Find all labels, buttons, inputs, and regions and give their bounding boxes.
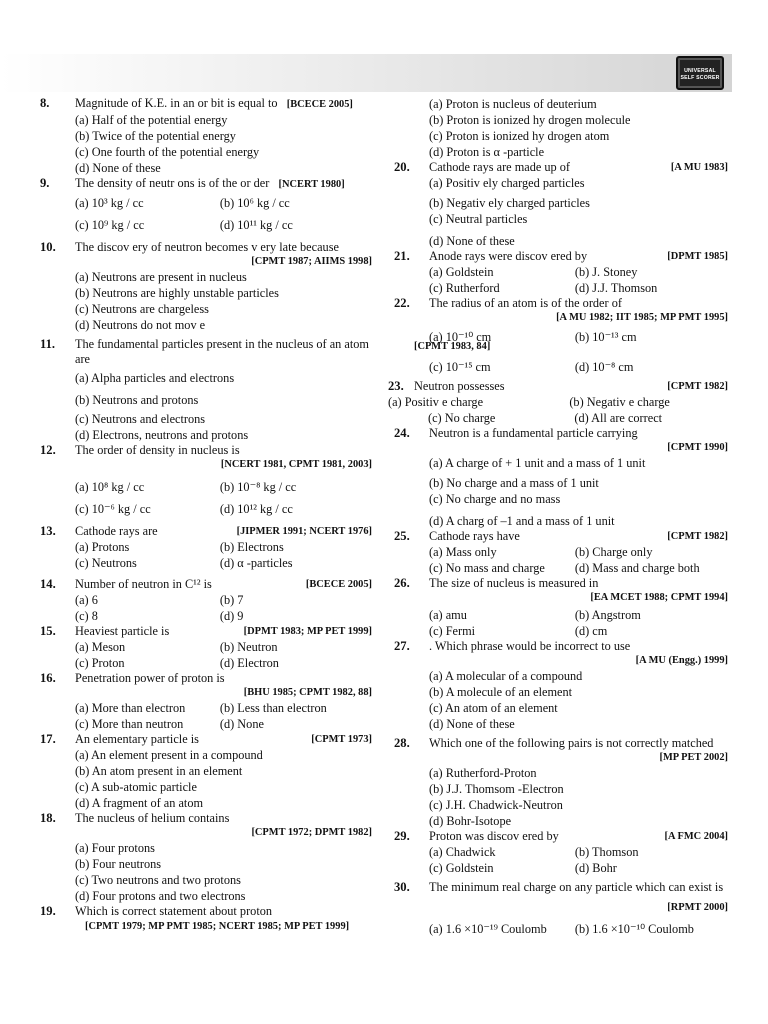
option-a: (a) Proton is nucleus of deuterium: [429, 97, 597, 111]
option-d: (d) None: [219, 717, 264, 731]
exam-source: [JIPMER 1991; NCERT 1976]: [236, 526, 372, 537]
exam-source: [CPMT 1987; AIIMS 1998]: [251, 256, 372, 267]
question-number: 24.: [394, 426, 410, 440]
option-c: (c) A sub-atomic particle: [75, 780, 197, 794]
option-b: (b) 7: [219, 593, 244, 607]
question-number: 21.: [394, 249, 410, 263]
option-b: (b) An atom present in an element: [75, 764, 243, 778]
option-b: (b) Less than electron: [219, 701, 327, 715]
question-28: [394, 736, 728, 829]
option-a: (a) An element present in a compound: [75, 748, 263, 762]
exam-source: [BCECE 2005]: [286, 99, 353, 110]
option-d: (d) 10¹² kg / cc: [219, 502, 293, 516]
exam-source: [A FMC 2004]: [664, 831, 728, 842]
question-18: [40, 811, 372, 904]
question-number: 19.: [40, 904, 56, 918]
exam-source: [MP PET 2002]: [659, 752, 728, 763]
option-d: (d) Proton is α -particle: [429, 145, 545, 159]
option-d: (d) α -particles: [219, 556, 293, 570]
question-text: The discov ery of neutron becomes v ery late because: [75, 240, 339, 254]
exam-source: [A MU 1982; IIT 1985; MP PMT 1995]: [556, 312, 728, 323]
question-text: Magnitude of K.E. in an or bit is equal to: [75, 96, 278, 110]
option-c: (c) 10⁻¹⁵ cm: [429, 360, 491, 374]
question-text: The order of density in nucleus is: [75, 443, 240, 457]
question-19: [40, 904, 372, 933]
question-14: [40, 577, 372, 624]
question-19-options: [394, 96, 728, 160]
option-a: (a) Four protons: [75, 841, 155, 855]
header-band: [0, 54, 732, 92]
option-a: (a) Mass only: [429, 545, 497, 559]
option-a: (a) Protons: [75, 540, 130, 554]
question-text: Neutron is a fundamental particle carrying: [429, 426, 638, 440]
question-text: The minimum real charge on any particle which can exist is: [429, 880, 724, 894]
option-d: (d) None of these: [429, 234, 515, 248]
option-a: (a) Goldstein: [429, 265, 494, 279]
question-13: [40, 524, 372, 571]
option-c: (c) Neutrons: [75, 556, 137, 570]
option-d: (d) Mass and charge both: [574, 561, 700, 575]
option-c: (c) Rutherford: [429, 281, 500, 295]
question-number: 15.: [40, 624, 56, 638]
option-a: (a) More than electron: [75, 701, 186, 715]
option-b: (b) Angstrom: [574, 608, 641, 622]
question-number: 17.: [40, 732, 56, 746]
universal-self-scorer-logo: [676, 56, 724, 90]
option-c: (c) Neutrons and electrons: [75, 412, 206, 426]
question-29: [394, 829, 728, 876]
question-text: Cathode rays are made up of: [429, 160, 571, 174]
question-23: [388, 379, 728, 426]
question-number: 22.: [394, 296, 410, 310]
option-a: (a) 10⁸ kg / cc: [75, 480, 145, 494]
question-9: [40, 176, 372, 236]
question-text: Which is correct statement about proton: [75, 904, 273, 918]
option-d: (d) 9: [219, 609, 244, 623]
question-text: Anode rays were discov ered by: [429, 249, 588, 263]
question-11: [40, 337, 372, 443]
option-b: (b) 10⁻⁸ kg / cc: [219, 480, 297, 494]
question-number: 20.: [394, 160, 410, 174]
option-c: (c) An atom of an element: [429, 701, 558, 715]
option-d: (d) 10¹¹ kg / cc: [219, 218, 293, 232]
left-column: [40, 92, 372, 933]
option-b: (b) A molecule of an element: [429, 685, 573, 699]
exam-source: [RPMT 2000]: [667, 902, 728, 913]
option-d: (d) Four protons and two electrons: [75, 889, 246, 903]
option-c: (c) No mass and charge: [429, 561, 545, 575]
question-16: [40, 671, 372, 732]
exam-source: [A MU 1983]: [670, 162, 728, 173]
option-a: (a) 6: [75, 593, 98, 607]
exam-source: [CPMT 1990]: [667, 442, 728, 453]
option-b: (b) Proton is ionized hy drogen molecule: [429, 113, 631, 127]
option-b: (b) Neutrons and protons: [75, 393, 199, 407]
question-text: Cathode rays have: [429, 529, 520, 543]
question-20: [394, 160, 728, 249]
question-24: [394, 426, 728, 529]
question-text: Which one of the following pairs is not correctly matched: [429, 736, 714, 750]
exam-source: [CPMT 1982]: [667, 381, 728, 392]
question-number: 18.: [40, 811, 56, 825]
question-text: The fundamental particles present in the nucleus of an atom are: [75, 337, 369, 366]
option-b: (b) Twice of the potential energy: [75, 129, 236, 143]
question-text: . Which phrase would be incorrect to use: [429, 639, 631, 653]
option-a: (a) 10⁻¹⁰ cm: [429, 330, 492, 344]
exam-source: [BCECE 2005]: [305, 579, 372, 590]
option-c: (c) Neutral particles: [429, 212, 528, 226]
option-b: (b) No charge and a mass of 1 unit: [429, 476, 599, 490]
option-a: (a) Positiv ely charged particles: [429, 176, 585, 190]
question-text: Neutron possesses: [414, 379, 505, 393]
question-number: 28.: [394, 736, 410, 750]
option-d: (d) Bohr-Isotope: [429, 814, 512, 828]
question-text: The density of neutr ons is of the or der: [75, 176, 270, 190]
question-17: [40, 732, 372, 811]
option-a: (a) Half of the potential energy: [75, 113, 228, 127]
option-d: (d) J.J. Thomson: [574, 281, 658, 295]
option-a: (a) Chadwick: [429, 845, 496, 859]
option-c: (c) No charge: [428, 411, 496, 425]
option-a: (a) 1.6 ×10⁻¹⁹ Coulomb: [429, 922, 547, 936]
option-a: (a) amu: [429, 608, 467, 622]
exam-source: [NCERT 1980]: [278, 179, 345, 190]
option-c: (c) More than neutron: [75, 717, 184, 731]
option-a: (a) Meson: [75, 640, 126, 654]
option-c: (c) Neutrons are chargeless: [75, 302, 209, 316]
question-number: 23.: [388, 379, 404, 393]
option-b: (b) J.J. Thomsom -Electron: [429, 782, 564, 796]
question-number: 13.: [40, 524, 56, 538]
option-a: (a) Alpha particles and electrons: [75, 371, 235, 385]
option-d: (d) A fragment of an atom: [75, 796, 204, 810]
exam-source-2: [CPMT 1983, 84]: [414, 341, 491, 352]
question-number: 11.: [40, 337, 56, 351]
option-a: (a) A charge of + 1 unit and a mass of 1 unit: [429, 456, 646, 470]
option-d: (d) 10⁻⁸ cm: [574, 360, 634, 374]
question-15: [40, 624, 372, 671]
exam-source: [DPMT 1985]: [667, 251, 728, 262]
exam-source: [BHU 1985; CPMT 1982, 88]: [243, 687, 372, 698]
question-text: Penetration power of proton is: [75, 671, 225, 685]
option-b: (b) J. Stoney: [574, 265, 638, 279]
option-d: (d) Electron: [219, 656, 279, 670]
option-d: (d) Bohr: [574, 861, 617, 875]
option-b: (b) Negativ ely charged particles: [429, 196, 590, 210]
question-21: [394, 249, 728, 296]
exam-source: [CPMT 1979; MP PMT 1985; NCERT 1985; MP PET 1999]: [85, 921, 350, 932]
question-number: 8.: [40, 96, 50, 110]
question-10: [40, 240, 372, 333]
option-c: (c) J.H. Chadwick-Neutron: [429, 798, 563, 812]
option-d: (d) Neutrons do not mov e: [75, 318, 206, 332]
logo-line-1: UNIVERSAL: [684, 68, 716, 74]
question-number: 10.: [40, 240, 56, 254]
option-b: (b) Four neutrons: [75, 857, 162, 871]
option-a: (a) A molecular of a compound: [429, 669, 583, 683]
question-12: [40, 443, 372, 520]
option-a: (a) Positiv e charge: [388, 395, 484, 409]
question-text: An elementary particle is: [75, 732, 199, 746]
option-d: (d) Electrons, neutrons and protons: [75, 428, 249, 442]
exam-source: [DPMT 1983; MP PET 1999]: [243, 626, 372, 637]
option-b: (b) 10⁻¹³ cm: [574, 330, 637, 344]
option-b: (b) 10⁶ kg / cc: [219, 196, 290, 210]
option-b: (b) 1.6 ×10⁻¹⁰ Coulomb: [574, 922, 694, 936]
exam-source: [CPMT 1972; DPMT 1982]: [251, 827, 372, 838]
option-a: (a) Neutrons are present in nucleus: [75, 270, 247, 284]
option-c: (c) 10⁻⁶ kg / cc: [75, 502, 151, 516]
question-text: The radius of an atom is of the order of: [429, 296, 622, 310]
question-number: 29.: [394, 829, 410, 843]
option-b: (b) Neutrons are highly unstable particles: [75, 286, 279, 300]
option-c: (c) Two neutrons and two protons: [75, 873, 241, 887]
option-c: (c) Goldstein: [429, 861, 494, 875]
option-b: (b) Charge only: [574, 545, 653, 559]
question-number: 9.: [40, 176, 50, 190]
option-c: (c) Proton is ionized hy drogen atom: [429, 129, 610, 143]
question-number: 27.: [394, 639, 410, 653]
option-c: (c) 8: [75, 609, 98, 623]
question-text: Number of neutron in C¹² is: [75, 577, 212, 591]
question-number: 16.: [40, 671, 56, 685]
option-a: (a) 10³ kg / cc: [75, 196, 144, 210]
option-b: (b) Negativ e charge: [569, 395, 670, 409]
question-number: 25.: [394, 529, 410, 543]
exam-source: [CPMT 1982]: [667, 531, 728, 542]
option-b: (b) Neutron: [219, 640, 278, 654]
logo-line-2: SELF SCORER: [680, 75, 720, 81]
option-d: (d) All are correct: [574, 411, 663, 425]
question-number: 30.: [394, 880, 410, 894]
question-30: [394, 880, 728, 937]
option-d: (d) A charg of –1 and a mass of 1 unit: [429, 514, 615, 528]
question-text: Proton was discov ered by: [429, 829, 559, 843]
option-d: (d) cm: [574, 624, 608, 638]
option-c: (c) Proton: [75, 656, 125, 670]
question-text: Cathode rays are: [75, 524, 158, 538]
option-c: (c) One fourth of the potential energy: [75, 145, 260, 159]
option-b: (b) Thomson: [574, 845, 639, 859]
right-column: [388, 92, 728, 937]
exam-source: [CPMT 1973]: [311, 734, 372, 745]
question-text: Heaviest particle is: [75, 624, 170, 638]
question-number: 26.: [394, 576, 410, 590]
question-27: [394, 639, 728, 732]
option-b: (b) Electrons: [219, 540, 284, 554]
question-text: The size of nucleus is measured in: [429, 576, 599, 590]
question-number: 14.: [40, 577, 56, 591]
question-text: The nucleus of helium contains: [75, 811, 230, 825]
question-22: [394, 296, 728, 375]
option-c: (c) Fermi: [429, 624, 476, 638]
exam-source: [A MU (Engg.) 1999]: [635, 655, 728, 666]
question-8: [40, 96, 372, 176]
option-a: (a) Rutherford-Proton: [429, 766, 537, 780]
question-26: [394, 576, 728, 639]
exam-source: [NCERT 1981, CPMT 1981, 2003]: [220, 459, 372, 470]
question-25: [394, 529, 728, 576]
exam-source: [EA MCET 1988; CPMT 1994]: [590, 592, 728, 603]
option-c: (c) 10⁹ kg / cc: [75, 218, 145, 232]
option-c: (c) No charge and no mass: [429, 492, 561, 506]
option-d: (d) None of these: [429, 717, 515, 731]
question-number: 12.: [40, 443, 56, 457]
option-d: (d) None of these: [75, 161, 161, 175]
